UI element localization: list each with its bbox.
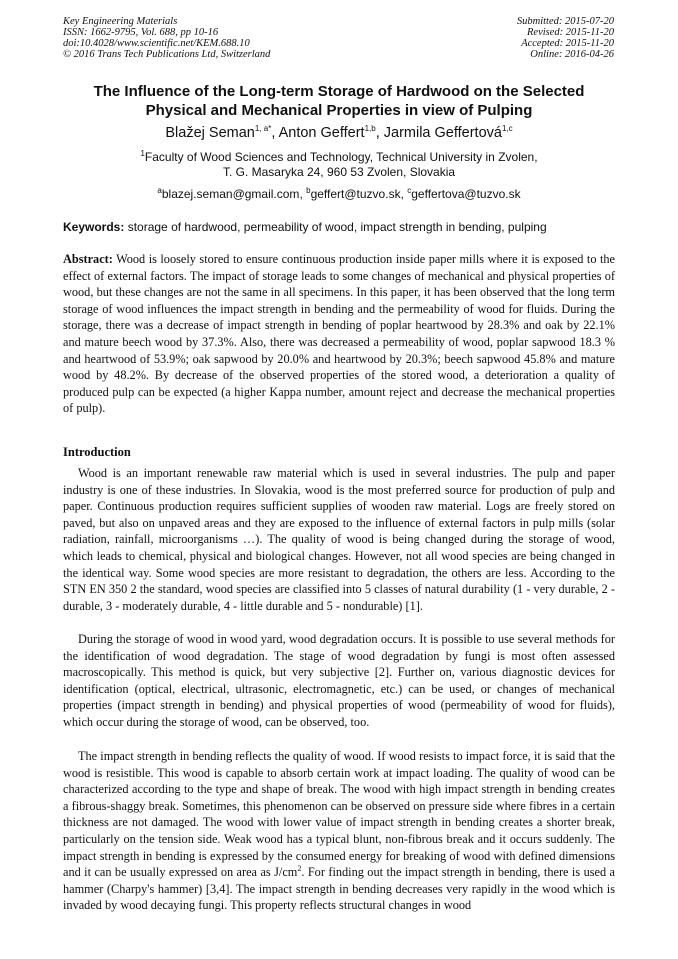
author-list: Blažej Seman$^{1, a*}$, Anton Geffert$^{1,b}$, Jarmila Geffertová$^{1,c}$ [165,124,513,141]
email-link[interactable]: geffert@tuzvo.sk [310,187,401,201]
author-name: Anton Geffert [278,125,365,141]
intro-paragraph: Wood is an important renewable raw material which is used in several industries. The pulp and paper industry is one of these industries. In Slovakia, wood is the most preferred source for production of pulp and paper. Continuous production requires sufficient supplies of wooden raw material. Logs are freely stored on paved, but also on unpaved areas and they are exposed to the influence of external factors in pulp mills (solar radiation, rainfall, microorganisms …). The quality of wood is being changed during the storage of wood, which leads to chemical, physical and biological changes. However, not all wood species are being changed in the identical way. Some wood species are more resistant to degradation, the others are less. According to the STN EN 350 2 the standard, wood species are classified into 5 classes of natural durability (1 - very durable, 2 - durable, 3 - moderately durable, 4 - little durable and 5 - nondurable) [1]. [63,466,615,613]
keywords-text: storage of hardwood, permeability of wood, impact strength in bending, pulping [127,220,547,234]
email-link[interactable]: blazej.seman@gmail.com [161,187,300,201]
keywords [63,220,615,235]
author-superscript: 1,b [364,124,376,134]
paragraph-text: . For finding out the impact strength in bending, there is used a hammer (Charpy's hammer) [3,4]. The impact strength in bending decreases very rapidly in the wood which is invaded by wood decaying fungi. This property reflects structural changes in wood [63,865,615,913]
dates-header [517,16,614,60]
abstract-label: Abstract: [63,252,113,266]
author-name: Jarmila Geffertová [383,125,502,141]
email-superscript: c [407,186,412,195]
author-name: Blažej Seman [165,125,255,141]
email-link[interactable]: geffertova@tuzvo.sk [411,187,521,201]
author-superscript: 1,c [501,124,513,134]
affiliation [63,150,615,180]
intro-paragraph [63,748,615,914]
abstract [63,251,615,417]
section-heading-introduction: Introduction [63,445,131,459]
paragraph-text: The impact strength in bending reflects the quality of wood. If wood resists to impact force, it is said that the wood is resistible. This wood is capable to absorb certain work at impact loading. The quality of wood can be characterized according to the type and shape of break. The wood with high impact strength in bending creates a fibrous-shaggy break. Sometimes, this phenomenon can be observed on pressure side where fibres in a certain thickness are not damaged. The wood with lower value of impact strength in bending creates a shorter break, particularly on the tension side. Weak wood has a typical blunt, non-fibrous break and it occurs suddenly. The impact strength in bending is expressed by the consumed energy for breaking of wood with defined dimensions and it can be usually expressed on area as J/cm [63,749,615,880]
issn: ISSN: 1662-9795, Vol. 688, pp 10-16 [63,27,219,38]
email-superscript: a [157,186,162,195]
intro-paragraph: During the storage of wood in wood yard, wood degradation occurs. It is possible to use several methods for the identification of wood degradation. The stage of wood degradation by fungi is most often assessed macroscopically. This method is quick, but very subjective [2]. Further on, various diagnostic devices for identification (optical, electrical, ultrasonic, electromagnetic, etc.) can be used, or changes of mechanical properties (impact strength in bending) and physical properties of wood (permeability of wood for fluids), which occur during the storage of wood, can be observed, too. [63,632,615,729]
affiliation-line: T. G. Masaryka 24, 960 53 Zvolen, Slovakia [222,165,456,179]
affiliation-line: Faculty of Wood Sciences and Technology, Technical University in Zvolen, [144,150,538,164]
author-superscript: 1, a* [254,124,272,134]
accepted-date: Accepted: 2015-11-20 [521,38,614,49]
unit-superscript: 2 [297,864,302,874]
doi: doi:10.4028/www.scientific.net/KEM.688.10 [63,38,250,49]
online-date: Online: 2016-04-26 [530,49,614,60]
journal-header [63,16,270,60]
email-list: $^a$blazej.seman@gmail.com, $^b$geffert@tuzvo.sk, $^c$geffertova@tuzvo.sk [157,186,521,201]
revised-date: Revised: 2015-11-20 [527,27,614,38]
copyright: © 2016 Trans Tech Publications Ltd, Switzerland [63,49,271,60]
abstract-text: Wood is loosely stored to ensure continuous production inside paper mills where it is exposed to the effect of external factors. The impact of storage leads to some changes of mechanical and physical properties of wood, but these changes are not the same in all specimens. In this paper, it has been observed that the long term storage of wood influences the impact strength in bending and the permeability of wood for fluids. During the storage, there was a decrease of impact strength in bending of poplar heartwood by 28.3% and oak by 22.1% and mature beech wood by 37.3%. Also, there was decreased a permeability of wood, poplar sapwood 18.3 % and heartwood of 53.9%; oak sapwood by 20.0% and heartwood by 20.3%; beech sapwood 45.8% and mature wood by 48.2%. By decrease of the observed properties of the stored wood, a deterioration a quality of produced pulp can be expected (a higher Kappa number, amount reject and decrease the mechanical properties of pulp). [63,252,616,416]
submitted-date: Submitted: 2015-07-20 [516,16,614,27]
paper-title: The Influence of the Long-term Storage of Hardwood on the Selected Physical and Mechanical Properties in view of Pulping [93,83,585,119]
email-superscript: b [306,186,311,195]
keywords-label: Keywords: [63,220,125,234]
journal-name: Key Engineering Materials [63,16,178,27]
affiliation-superscript: 1 [140,149,145,158]
